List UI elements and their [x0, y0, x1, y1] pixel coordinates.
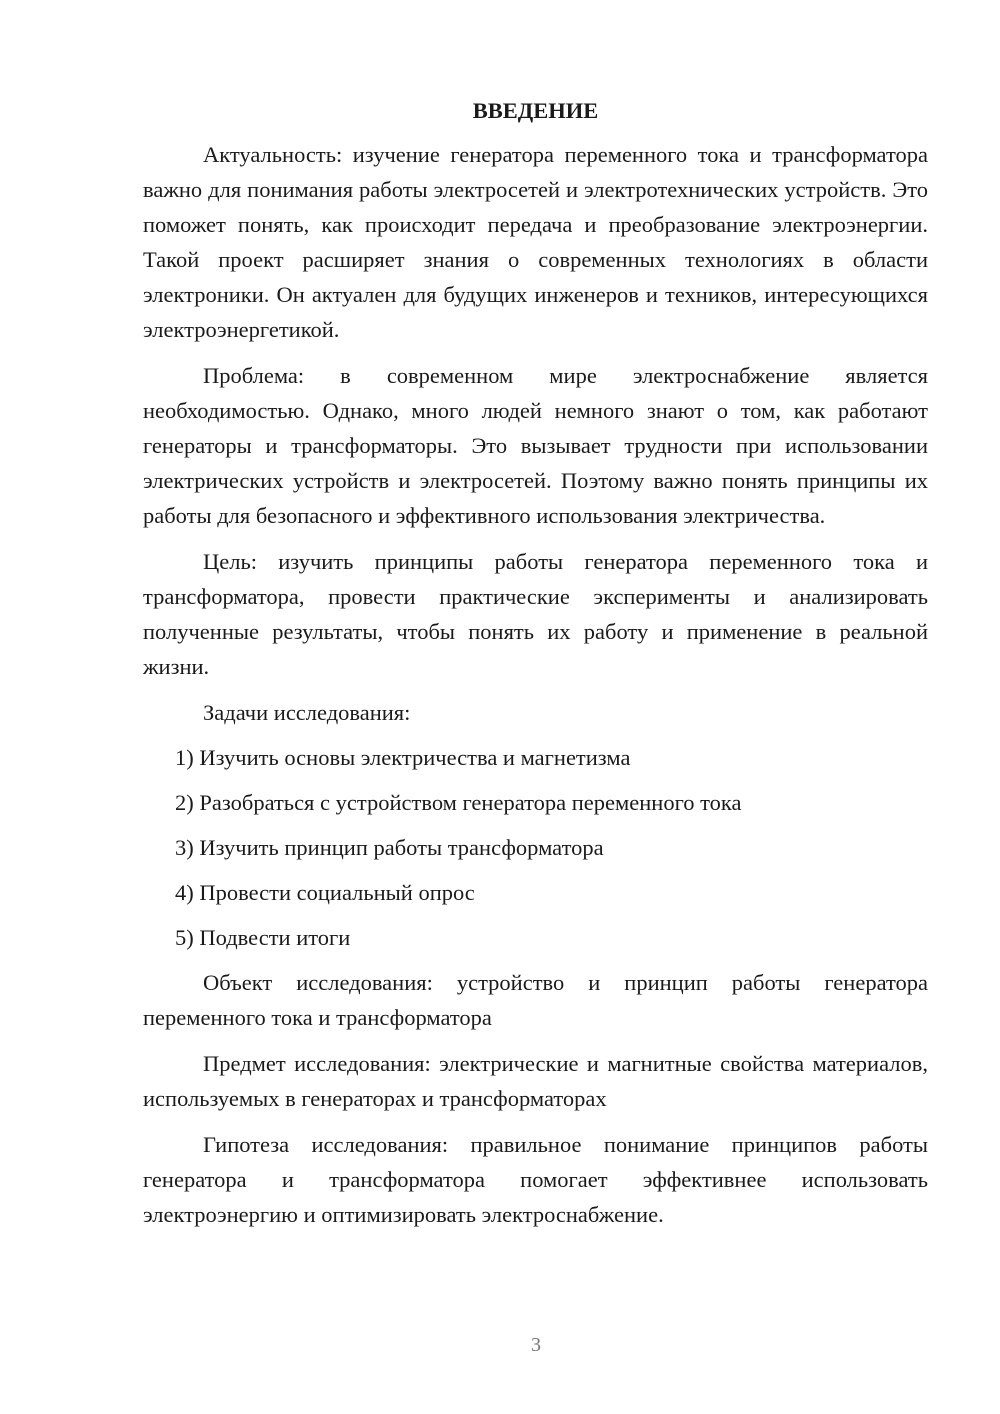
goal-paragraph: Цель: изучить принципы работы генератора переменного тока и трансформатора, провести практические эксперименты и анализировать полученные результаты, чтобы понять их работу и применение в реальной жизни. [143, 549, 928, 679]
hypothesis-paragraph: Гипотеза исследования: правильное понимание принципов работы генератора и трансформатора помогает эффективнее использовать электроэнергию и оптимизировать электроснабжение. [143, 1132, 928, 1227]
task-item-5: 5) Подвести итоги [175, 925, 351, 950]
page-number: 3 [531, 1334, 541, 1356]
task-item-4: 4) Провести социальный опрос [175, 880, 475, 905]
task-item-2: 2) Разобраться с устройством генератора переменного тока [175, 790, 742, 815]
problem-paragraph: Проблема: в современном мире электроснабжение является необходимостью. Однако, много людей немного знают о том, как работают генераторы и трансформаторы. Это вызывает трудности при использовании электрических устройств и электросетей. Поэтому важно понять принципы их работы для безопасного и эффективного использования электричества. [143, 363, 928, 528]
task-item-1: 1) Изучить основы электричества и магнетизма [175, 745, 631, 770]
object-paragraph: Объект исследования: устройство и принцип работы генератора переменного тока и трансформатора [143, 970, 928, 1030]
relevance-paragraph: Актуальность: изучение генератора переменного тока и трансформатора важно для понимания работы электросетей и электротехнических устройств. Это поможет понять, как происходит передача и преобразование электроэнергии. Такой проект расширяет знания о современных технологиях в области электроники. Он актуален для будущих инженеров и техников, интересующихся электроэнергетикой. [143, 142, 928, 342]
section-heading: ВВЕДЕНИЕ [472, 98, 599, 123]
document-page [143, 95, 928, 1243]
task-item-3: 3) Изучить принцип работы трансформатора [175, 835, 604, 860]
tasks-title: Задачи исследования: [203, 700, 411, 725]
tasks-list [143, 740, 928, 955]
subject-paragraph: Предмет исследования: электрические и магнитные свойства материалов, используемых в генераторах и трансформаторах [143, 1051, 928, 1111]
